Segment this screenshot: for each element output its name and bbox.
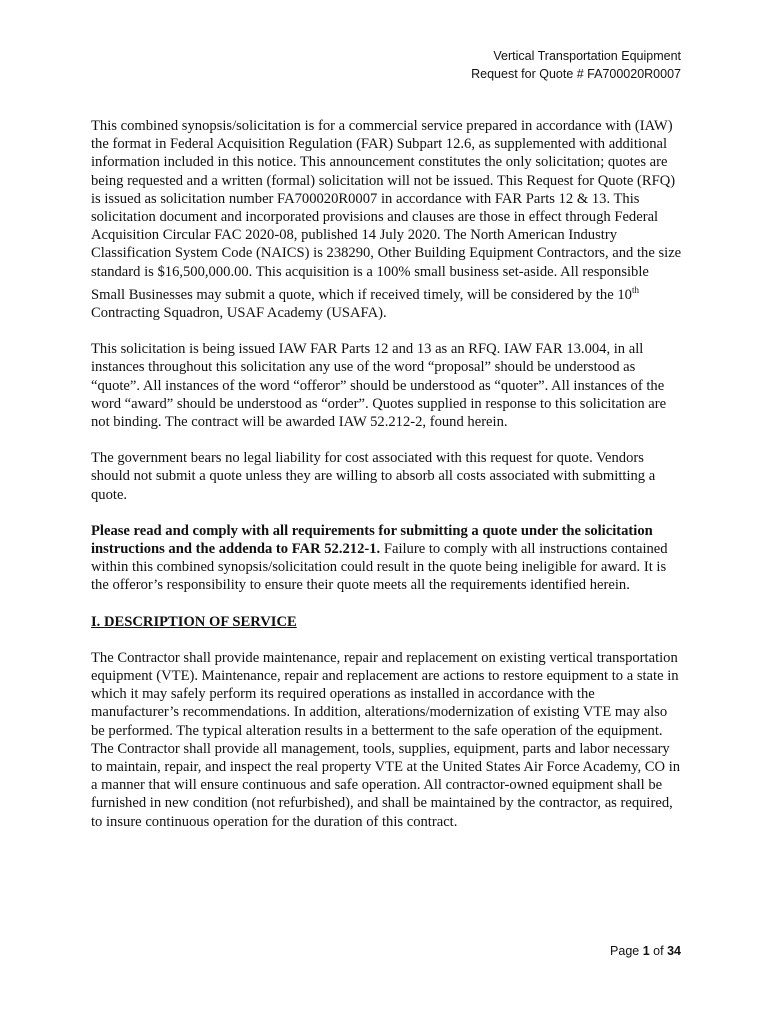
compliance-bold-text: Please read and comply with all requirements for submitting a quote under the solicitation instructions and the addenda to FAR 52.212-1. [91,522,653,557]
document-body [91,117,683,849]
footer-page-current: 1 [642,944,650,958]
synopsis-text: This combined synopsis/solicitation is for a commercial service prepared in accordance with (IAW) the format in Federal Acquisition Regulation (FAR) Subpart 12.6, as supplemented with additional information included in this notice. This announcement constitutes the only solicitation; quotes are being requested and a written (formal) solicitation will not be issued. This Request for Quote (RFQ) is issued as solicitation number FA700020R0007 in accordance with FAR Parts 12 & 13. This solicitation document and incorporated provisions and clauses are those in effect through Federal Acquisition Circular FAC 2020-08, published 14 July 2020. The North American Industry Classification System Code (NAICS) is 238290, Other Building Equipment Contractors, and the size standard is $16,500,000.00. This acquisition is a 100% small business set-aside. All responsible Small Businesses may submit a quote, which if received timely, will be considered by the 10 [91,118,682,303]
paragraph-rfq-terms: This solicitation is being issued IAW FAR Parts 12 and 13 as an RFQ. IAW FAR 13.004, in all instances throughout this solicitation any use of the word “proposal” should be understood as “quote”. All instances of the word “offeror” should be understood as “quoter”. All instances of the word “award” should be understood as “order”. Quotes supplied in response to this solicitation are not binding. The contract will be awarded IAW 52.212-2, found herein. [91,341,667,430]
paragraph-synopsis [91,117,683,322]
compliance-text: Failure to comply with all instructions contained within this combined synopsis/solicitation could result in the quote being ineligible for award. It is the offeror’s responsibility to ensure their quote meets all the requirements identified herein. [91,540,668,594]
synopsis-text-end: Contracting Squadron, USAF Academy (USAFA). [91,304,387,321]
page-footer [610,944,681,958]
paragraph-liability: The government bears no legal liability for cost associated with this request for quote. Vendors should not submit a quote unless they are willing to absorb all costs associated with submitting a quote. [91,450,656,503]
page-header [471,47,681,83]
footer-of-word: of [653,944,664,958]
header-title: Vertical Transportation Equipment [493,49,681,63]
footer-page-word: Page [610,944,640,958]
paragraph-compliance [91,522,683,595]
section-heading-description: I. DESCRIPTION OF SERVICE [91,613,297,630]
paragraph-description: The Contractor shall provide maintenance, repair and replacement on existing vertical transportation equipment (VTE). Maintenance, repair and replacement are actions to restore equipment to a state in which it may safely perform its required operations as installed in accordance with the manufacturer’s recommendations. In addition, alterations/modernization of existing VTE may also be performed. The typical alteration results in a betterment to the safe operation of the equipment. The Contractor shall provide all management, tools, supplies, equipment, parts and labor necessary to maintain, repair, and inspect the real property VTE at the United States Air Force Academy, CO in a manner that will ensure continuous and safe operation. All contractor-owned equipment shall be furnished in new condition (not refurbished), and shall be maintained by the contractor, as required, to insure continuous operation for the duration of this contract. [91,649,681,830]
footer-page-total: 34 [667,944,681,958]
header-rfq-number: Request for Quote # FA700020R0007 [471,67,681,81]
ordinal-suffix: th [631,284,639,295]
